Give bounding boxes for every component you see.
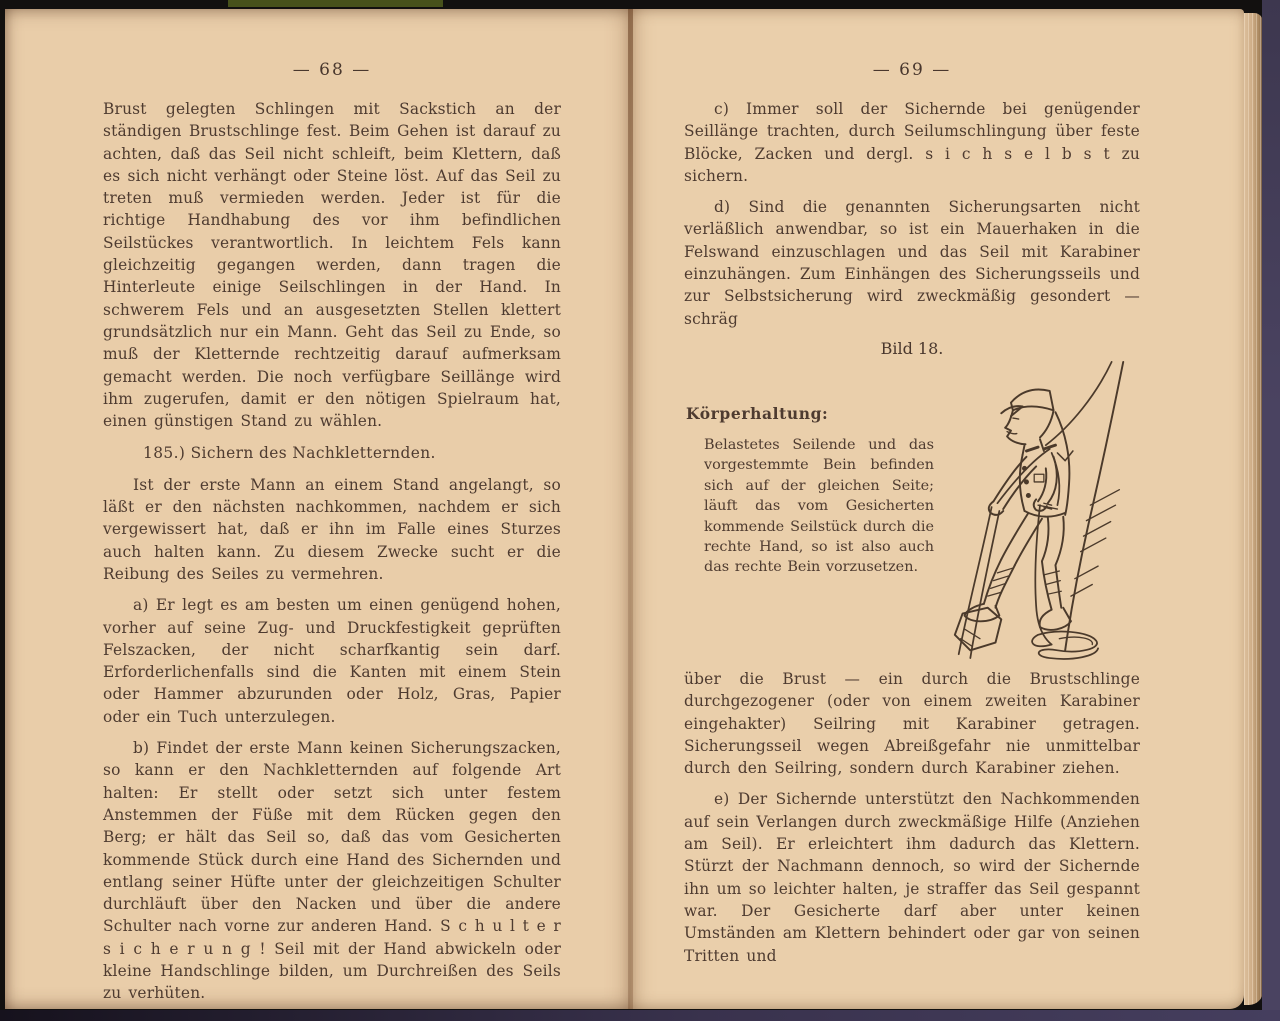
figure-note xyxy=(684,360,940,660)
figure-note-text: Belastetes Seilende und das vorgestemmte Bein befinden sich auf der gleichen Seite; läuft das vom Gesicherten kommende Seilstück durch die rechte Hand, so ist also auch das rechte Bein vorzusetzen. xyxy=(704,436,934,576)
climber-illustration xyxy=(940,360,1140,660)
paragraph-d: d) Sind die genannten Sicherungsarten nicht verläßlich anwendbar, so ist ein Mauerhaken in die Felswand einzuschlagen und das Seil mit Karabiner einzuhängen. Zum Einhängen des Sicherungsseils und zur Selbstsicherung wird zweckmäßig gesondert — schräg xyxy=(684,198,1140,328)
section-heading-185: 185.) Sichern des Nachkletternden. xyxy=(143,444,436,463)
paragraph-e: e) Der Sichernde unterstützt den Nachkommenden auf sein Verlangen durch zweckmäßige Hilfe (Anziehen am Seil). Er erleichtert ihm dadurch das Klettern. Stürzt der Nachmann dennoch, so wird der Sichernde ihn um so leichter halten, je straffer das Seil gespannt war. Der Gesicherte darf aber unter keinen Umständen am Klettern behindert oder gar von seinen Tritten und xyxy=(684,790,1140,965)
figure-label: Körperhaltung: xyxy=(686,403,829,423)
paragraph-intro: Brust gelegten Schlingen mit Sackstich an der ständigen Brustschlinge fest. Beim Gehen ist darauf zu achten, daß das Seil nicht schleift, beim Klettern, daß es sich nicht verhängt oder Steine löst. Auf das Seil zu treten muß vermieden werden. Jeder ist für die richtige Handhabung des vor ihm befindlichen Seilstückes verantwortlich. In leichtem Fels kann gleichzeitig gegangen werden, dann tragen die Hinterleute einige Seilschlingen in der Hand. In schwerem Fels und an ausgesetzten Stellen klettert grundsätzlich nur ein Mann. Geht das Seil zu Ende, so muß der Kletternde rechtzeitig darauf aufmerksam gemacht werden. Die noch verfügbare Seillänge wird ihm zugerufen, damit er den nötigen Spielraum hat, einen günstigen Stand zu wählen. xyxy=(103,100,561,431)
figure-caption: Bild 18. xyxy=(880,338,944,358)
paragraph-continuation: über die Brust — ein durch die Brustschlinge durchgezogener (oder von einem zweiten Karabiner eingehakter) Seilring mit Karabiner getragen. Sicherungsseil wegen Abreißgefahr nie unmittelbar durch den Seilring, sondern durch Karabiner ziehen. xyxy=(684,669,1140,778)
page-number-69: — 69 — xyxy=(872,60,952,80)
page-number-68: — 68 — xyxy=(292,60,372,80)
paragraph-a: a) Er legt es am besten um einen genügend hohen, vorher auf seine Zug- und Druckfestigkeit geprüften Felszacken, der nicht scharfkantig sein darf. Erforderlichenfalls sind die Kanten mit einem Stein oder Hammer abzurunden oder Holz, Gras, Papier oder ein Tuch unterzulegen. xyxy=(103,596,561,726)
page-edge-stack xyxy=(1244,13,1263,1005)
figure-row xyxy=(684,360,1140,660)
book-gutter xyxy=(628,9,633,1009)
figure-bild-18 xyxy=(684,339,1140,660)
background-sliver xyxy=(228,0,443,7)
paragraph-sichern: Ist der erste Mann an einem Stand angelangt, so läßt er den nächsten nachkommen, nachdem er sich vergewissert hat, daß er ihn im Falle eines Sturzes auch halten kann. Zu diesem Zwecke sucht er die Reibung des Seiles zu vermehren. xyxy=(103,475,561,583)
paragraph-c: c) Immer soll der Sichernde bei genügender Seillänge trachten, durch Seilumschlingung über feste Blöcke, Zacken und dergl. s i c h s e l b s t zu sichern. xyxy=(684,100,1140,185)
page-69-text-column xyxy=(684,60,1140,976)
paragraph-b: b) Findet der erste Mann keinen Sicherungszacken, so kann er den Nachkletternden auf folgende Art halten: Er stellt oder setzt sich unter festem Anstemmen der Füße mit dem Rücken gegen den Berg; er hält das Seil so, daß das vom Gesicherten kommende Stück durch eine Hand des Sichernden und entlang seiner Hüfte unter der gleichzeitigen Schulter durchläuft über den Nacken und über die andere Schulter nach vorne zur anderen Hand. S c h u l t e r s i c h e r u n g ! Seil mit der Hand abwickeln oder kleine Handschlinge bilden, um Durchreißen des Seils zu verhüten. xyxy=(103,739,561,1003)
page-68-text-column xyxy=(103,60,561,1014)
book-cover-edge xyxy=(1262,0,1280,1021)
climber-with-rope-drawing xyxy=(940,360,1140,660)
